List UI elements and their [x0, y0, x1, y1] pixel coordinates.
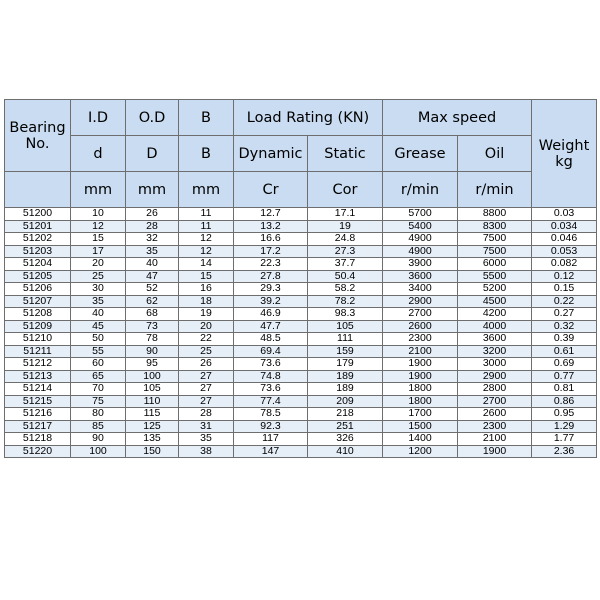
table-cell: 46.9	[234, 308, 308, 321]
table-cell: 1800	[383, 383, 458, 396]
table-cell: 14	[179, 258, 234, 271]
table-cell: 4900	[383, 233, 458, 246]
table-cell: 51204	[5, 258, 71, 271]
table-cell: 27	[179, 395, 234, 408]
table-row	[5, 420, 597, 433]
table-cell: 179	[308, 358, 383, 371]
table-cell: 0.61	[532, 345, 597, 358]
od-symbol: D	[126, 136, 179, 172]
table-cell: 5200	[458, 283, 532, 296]
table-cell: 51216	[5, 408, 71, 421]
table-cell: 115	[126, 408, 179, 421]
weight-header: Weight kg	[532, 100, 597, 208]
table-row	[5, 283, 597, 296]
table-cell: 73.6	[234, 383, 308, 396]
table-cell: 3000	[458, 358, 532, 371]
table-cell: 326	[308, 433, 383, 446]
table-cell: 80	[71, 408, 126, 421]
table-cell: 189	[308, 383, 383, 396]
table-cell: 1.77	[532, 433, 597, 446]
b-unit: mm	[179, 172, 234, 208]
table-cell: 28	[179, 408, 234, 421]
oil-unit: r/min	[458, 172, 532, 208]
table-cell: 209	[308, 395, 383, 408]
table-cell: 47.7	[234, 320, 308, 333]
max-speed-header: Max speed	[383, 100, 532, 136]
table-cell: 19	[308, 220, 383, 233]
table-cell: 51202	[5, 233, 71, 246]
table-cell: 35	[126, 245, 179, 258]
table-cell: 32	[126, 233, 179, 246]
table-cell: 1.29	[532, 420, 597, 433]
table-cell: 1400	[383, 433, 458, 446]
table-cell: 12	[179, 233, 234, 246]
table-cell: 410	[308, 445, 383, 458]
table-cell: 51206	[5, 283, 71, 296]
table-cell: 18	[179, 295, 234, 308]
table-cell: 0.69	[532, 358, 597, 371]
table-cell: 24.8	[308, 233, 383, 246]
table-cell: 27.3	[308, 245, 383, 258]
table-cell: 100	[71, 445, 126, 458]
table-cell: 111	[308, 333, 383, 346]
table-cell: 92.3	[234, 420, 308, 433]
table-cell: 2100	[383, 345, 458, 358]
table-cell: 48.5	[234, 333, 308, 346]
table-cell: 65	[71, 370, 126, 383]
table-row	[5, 233, 597, 246]
table-cell: 73	[126, 320, 179, 333]
dynamic-header: Dynamic	[234, 136, 308, 172]
table-cell: 117	[234, 433, 308, 446]
table-cell: 50.4	[308, 270, 383, 283]
table-cell: 4900	[383, 245, 458, 258]
table-cell: 7500	[458, 233, 532, 246]
b-symbol: B	[179, 136, 234, 172]
table-cell: 31	[179, 420, 234, 433]
table-cell: 78	[126, 333, 179, 346]
table-cell: 2900	[458, 370, 532, 383]
table-cell: 2900	[383, 295, 458, 308]
table-cell: 51215	[5, 395, 71, 408]
table-cell: 0.39	[532, 333, 597, 346]
table-cell: 22.3	[234, 258, 308, 271]
table-cell: 22	[179, 333, 234, 346]
table-cell: 218	[308, 408, 383, 421]
table-cell: 90	[126, 345, 179, 358]
bearing-no-header: Bearing No.	[5, 100, 71, 172]
bearing-table-container	[4, 99, 596, 458]
table-cell: 20	[179, 320, 234, 333]
table-cell: 0.81	[532, 383, 597, 396]
table-cell: 51209	[5, 320, 71, 333]
table-cell: 6000	[458, 258, 532, 271]
table-cell: 135	[126, 433, 179, 446]
bearing-specs-table	[4, 99, 597, 458]
table-cell: 15	[179, 270, 234, 283]
table-row	[5, 208, 597, 221]
table-cell: 62	[126, 295, 179, 308]
table-cell: 37.7	[308, 258, 383, 271]
table-cell: 0.22	[532, 295, 597, 308]
table-cell: 2300	[383, 333, 458, 346]
table-cell: 12.7	[234, 208, 308, 221]
table-cell: 38	[179, 445, 234, 458]
table-cell: 251	[308, 420, 383, 433]
table-cell: 51217	[5, 420, 71, 433]
table-cell: 19	[179, 308, 234, 321]
table-row	[5, 333, 597, 346]
table-cell: 100	[126, 370, 179, 383]
table-cell: 78.2	[308, 295, 383, 308]
table-cell: 2300	[458, 420, 532, 433]
table-cell: 29.3	[234, 283, 308, 296]
table-cell: 11	[179, 208, 234, 221]
table-cell: 51205	[5, 270, 71, 283]
table-cell: 1800	[383, 395, 458, 408]
table-cell: 51214	[5, 383, 71, 396]
oil-header: Oil	[458, 136, 532, 172]
table-cell: 78.5	[234, 408, 308, 421]
table-cell: 10	[71, 208, 126, 221]
table-cell: 26	[126, 208, 179, 221]
table-row	[5, 370, 597, 383]
table-cell: 30	[71, 283, 126, 296]
table-cell: 0.95	[532, 408, 597, 421]
table-cell: 75	[71, 395, 126, 408]
table-cell: 98.3	[308, 308, 383, 321]
od-unit: mm	[126, 172, 179, 208]
table-cell: 70	[71, 383, 126, 396]
table-cell: 51212	[5, 358, 71, 371]
table-cell: 51203	[5, 245, 71, 258]
table-cell: 0.77	[532, 370, 597, 383]
table-cell: 27	[179, 370, 234, 383]
table-cell: 51207	[5, 295, 71, 308]
table-cell: 26	[179, 358, 234, 371]
table-cell: 2800	[458, 383, 532, 396]
table-cell: 16	[179, 283, 234, 296]
bearing-no-blank	[5, 172, 71, 208]
table-cell: 25	[71, 270, 126, 283]
table-cell: 1900	[383, 370, 458, 383]
table-cell: 1200	[383, 445, 458, 458]
dynamic-unit: Cr	[234, 172, 308, 208]
table-cell: 35	[179, 433, 234, 446]
table-cell: 3900	[383, 258, 458, 271]
table-cell: 1500	[383, 420, 458, 433]
table-cell: 0.034	[532, 220, 597, 233]
table-cell: 150	[126, 445, 179, 458]
id-symbol: d	[71, 136, 126, 172]
table-cell: 13.2	[234, 220, 308, 233]
table-cell: 0.86	[532, 395, 597, 408]
table-row	[5, 270, 597, 283]
table-cell: 27	[179, 383, 234, 396]
table-cell: 90	[71, 433, 126, 446]
table-cell: 95	[126, 358, 179, 371]
table-cell: 147	[234, 445, 308, 458]
table-cell: 110	[126, 395, 179, 408]
table-cell: 51211	[5, 345, 71, 358]
table-cell: 12	[179, 245, 234, 258]
static-unit: Cor	[308, 172, 383, 208]
table-cell: 17.2	[234, 245, 308, 258]
table-cell: 85	[71, 420, 126, 433]
table-cell: 17	[71, 245, 126, 258]
table-cell: 73.6	[234, 358, 308, 371]
table-cell: 105	[126, 383, 179, 396]
table-cell: 2600	[458, 408, 532, 421]
table-cell: 0.046	[532, 233, 597, 246]
table-cell: 50	[71, 333, 126, 346]
table-cell: 8300	[458, 220, 532, 233]
table-cell: 74.8	[234, 370, 308, 383]
id-unit: mm	[71, 172, 126, 208]
table-cell: 55	[71, 345, 126, 358]
table-cell: 69.4	[234, 345, 308, 358]
table-cell: 189	[308, 370, 383, 383]
table-row	[5, 383, 597, 396]
table-cell: 51210	[5, 333, 71, 346]
table-cell: 1900	[383, 358, 458, 371]
b-header: B	[179, 100, 234, 136]
table-cell: 5500	[458, 270, 532, 283]
table-cell: 3600	[383, 270, 458, 283]
od-header: O.D	[126, 100, 179, 136]
table-cell: 28	[126, 220, 179, 233]
table-row	[5, 408, 597, 421]
table-cell: 51218	[5, 433, 71, 446]
table-cell: 2700	[458, 395, 532, 408]
table-cell: 11	[179, 220, 234, 233]
table-cell: 3200	[458, 345, 532, 358]
table-row	[5, 295, 597, 308]
table-row	[5, 395, 597, 408]
table-cell: 0.12	[532, 270, 597, 283]
table-cell: 8800	[458, 208, 532, 221]
table-cell: 4500	[458, 295, 532, 308]
table-cell: 0.27	[532, 308, 597, 321]
table-cell: 12	[71, 220, 126, 233]
load-rating-header: Load Rating (KN)	[234, 100, 383, 136]
table-cell: 2700	[383, 308, 458, 321]
table-cell: 45	[71, 320, 126, 333]
table-cell: 1700	[383, 408, 458, 421]
table-cell: 4000	[458, 320, 532, 333]
table-cell: 1900	[458, 445, 532, 458]
table-cell: 159	[308, 345, 383, 358]
table-cell: 5700	[383, 208, 458, 221]
table-row	[5, 320, 597, 333]
table-cell: 4200	[458, 308, 532, 321]
table-cell: 39.2	[234, 295, 308, 308]
table-row	[5, 258, 597, 271]
table-cell: 2.36	[532, 445, 597, 458]
table-cell: 51201	[5, 220, 71, 233]
table-cell: 7500	[458, 245, 532, 258]
table-body	[5, 208, 597, 458]
table-cell: 51213	[5, 370, 71, 383]
table-cell: 58.2	[308, 283, 383, 296]
grease-unit: r/min	[383, 172, 458, 208]
table-cell: 25	[179, 345, 234, 358]
table-cell: 68	[126, 308, 179, 321]
table-row	[5, 445, 597, 458]
table-header	[5, 100, 597, 208]
table-cell: 0.053	[532, 245, 597, 258]
table-cell: 0.03	[532, 208, 597, 221]
id-header: I.D	[71, 100, 126, 136]
table-cell: 0.082	[532, 258, 597, 271]
table-cell: 0.32	[532, 320, 597, 333]
table-cell: 125	[126, 420, 179, 433]
table-cell: 47	[126, 270, 179, 283]
table-cell: 51208	[5, 308, 71, 321]
table-cell: 0.15	[532, 283, 597, 296]
table-cell: 40	[71, 308, 126, 321]
table-cell: 27.8	[234, 270, 308, 283]
table-cell: 52	[126, 283, 179, 296]
table-cell: 3400	[383, 283, 458, 296]
table-cell: 2100	[458, 433, 532, 446]
table-cell: 3600	[458, 333, 532, 346]
table-cell: 105	[308, 320, 383, 333]
table-cell: 77.4	[234, 395, 308, 408]
table-cell: 51200	[5, 208, 71, 221]
table-row	[5, 345, 597, 358]
table-cell: 2600	[383, 320, 458, 333]
table-cell: 16.6	[234, 233, 308, 246]
table-cell: 60	[71, 358, 126, 371]
grease-header: Grease	[383, 136, 458, 172]
table-cell: 51220	[5, 445, 71, 458]
table-row	[5, 433, 597, 446]
table-row	[5, 308, 597, 321]
table-cell: 20	[71, 258, 126, 271]
table-row	[5, 358, 597, 371]
table-cell: 35	[71, 295, 126, 308]
table-row	[5, 220, 597, 233]
static-header: Static	[308, 136, 383, 172]
table-cell: 15	[71, 233, 126, 246]
table-cell: 40	[126, 258, 179, 271]
table-row	[5, 245, 597, 258]
table-cell: 5400	[383, 220, 458, 233]
table-cell: 17.1	[308, 208, 383, 221]
